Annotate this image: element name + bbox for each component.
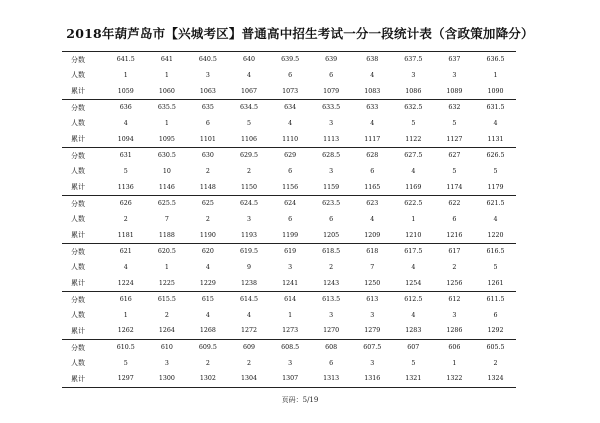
table-cell: 617.5	[404, 248, 423, 256]
table-cell: 5	[493, 263, 498, 271]
table-cell: 617	[448, 248, 461, 256]
table-cell: 1261	[487, 279, 504, 287]
table-cell: 3	[288, 359, 293, 367]
row-label: 人数	[71, 311, 85, 320]
table-cell: 1321	[405, 375, 422, 383]
table-cell: 4	[370, 215, 375, 223]
table-cell: 1199	[282, 231, 299, 239]
count-row	[62, 68, 516, 84]
table-cell: 1059	[117, 87, 134, 95]
table-cell: 609.5	[198, 344, 217, 352]
table-cell: 625	[201, 200, 214, 208]
table-cell: 632	[448, 104, 461, 112]
table-cell: 3	[329, 167, 334, 175]
table-cell: 1060	[158, 87, 175, 95]
table-cell: 1181	[117, 231, 134, 239]
table-cell: 4	[493, 119, 498, 127]
table-cell: 1313	[323, 375, 340, 383]
table-cell: 3	[452, 71, 457, 79]
table-cell: 1136	[117, 183, 134, 191]
table-cell: 633	[366, 104, 379, 112]
table-cell: 627	[448, 152, 461, 160]
table-cell: 632.5	[404, 104, 423, 112]
table-cell: 1283	[405, 327, 422, 335]
table-cell: 1264	[158, 327, 175, 335]
table-cell: 2	[329, 263, 334, 271]
table-cell: 2	[205, 215, 210, 223]
table-cell: 1079	[323, 87, 340, 95]
count-row	[62, 308, 516, 324]
score-row	[62, 148, 516, 164]
table-cell: 4	[123, 119, 128, 127]
table-cell: 1	[288, 311, 293, 319]
table-cell: 5	[123, 167, 128, 175]
table-cell: 1127	[446, 135, 463, 143]
table-cell: 1241	[282, 279, 299, 287]
table-cell: 638	[366, 56, 379, 64]
score-row	[62, 340, 516, 356]
count-row	[62, 116, 516, 132]
table-cell: 4	[247, 71, 252, 79]
table-cell: 636.5	[486, 56, 505, 64]
table-cell: 625.5	[157, 200, 176, 208]
table-cell: 1316	[364, 375, 381, 383]
table-cell: 2	[493, 359, 498, 367]
table-block	[62, 196, 516, 244]
table-cell: 633.5	[322, 104, 341, 112]
table-cell: 1086	[405, 87, 422, 95]
table-cell: 641.5	[116, 56, 135, 64]
table-cell: 1165	[364, 183, 381, 191]
table-cell: 1	[452, 359, 457, 367]
table-cell: 1146	[158, 183, 175, 191]
table-cell: 1148	[199, 183, 216, 191]
table-cell: 3	[411, 71, 416, 79]
table-cell: 1205	[323, 231, 340, 239]
score-row	[62, 52, 516, 68]
table-cell: 5	[123, 359, 128, 367]
cumulative-row	[62, 83, 516, 99]
table-cell: 614	[284, 296, 297, 304]
table-cell: 624	[284, 200, 297, 208]
table-cell: 623	[366, 200, 379, 208]
table-cell: 622.5	[404, 200, 423, 208]
table-cell: 1256	[446, 279, 463, 287]
table-cell: 1090	[487, 87, 504, 95]
table-cell: 5	[452, 167, 457, 175]
table-cell: 613.5	[322, 296, 341, 304]
table-cell: 1225	[158, 279, 175, 287]
table-cell: 613	[366, 296, 379, 304]
table-cell: 3	[452, 311, 457, 319]
table-block	[62, 340, 516, 388]
table-cell: 3	[205, 71, 210, 79]
table-cell: 6	[288, 167, 293, 175]
score-row	[62, 292, 516, 308]
table-cell: 631.5	[486, 104, 505, 112]
table-cell: 612.5	[404, 296, 423, 304]
table-cell: 620.5	[157, 248, 176, 256]
table-block	[62, 244, 516, 292]
table-cell: 2	[247, 359, 252, 367]
table-cell: 636	[119, 104, 132, 112]
score-row	[62, 100, 516, 116]
table-cell: 6	[288, 71, 293, 79]
table-cell: 618	[366, 248, 379, 256]
table-cell: 4	[493, 215, 498, 223]
table-cell: 5	[452, 119, 457, 127]
row-label: 分数	[71, 103, 85, 112]
table-cell: 637	[448, 56, 461, 64]
table-cell: 1110	[282, 135, 299, 143]
table-cell: 1286	[446, 327, 463, 335]
table-cell: 1159	[323, 183, 340, 191]
table-cell: 1067	[240, 87, 258, 95]
table-cell: 4	[123, 263, 128, 271]
table-cell: 605.5	[486, 344, 505, 352]
table-cell: 1089	[446, 87, 463, 95]
table-cell: 7	[370, 263, 375, 271]
table-cell: 630.5	[157, 152, 176, 160]
table-cell: 1150	[240, 183, 258, 191]
table-cell: 1300	[158, 375, 175, 383]
table-cell: 5	[493, 167, 498, 175]
table-cell: 607	[407, 344, 420, 352]
table-cell: 628.5	[322, 152, 341, 160]
table-cell: 615.5	[157, 296, 176, 304]
table-cell: 635.5	[157, 104, 176, 112]
table-cell: 1094	[117, 135, 134, 143]
table-cell: 3	[247, 215, 252, 223]
table-cell: 1238	[240, 279, 258, 287]
table-cell: 6	[329, 71, 334, 79]
table-cell: 4	[247, 311, 252, 319]
table-cell: 627.5	[404, 152, 423, 160]
table-cell: 629	[284, 152, 297, 160]
table-cell: 1272	[240, 327, 258, 335]
table-cell: 1229	[199, 279, 216, 287]
table-cell: 606	[448, 344, 461, 352]
table-cell: 3	[329, 119, 334, 127]
table-cell: 1270	[323, 327, 340, 335]
table-cell: 1307	[282, 375, 299, 383]
table-cell: 639	[325, 56, 338, 64]
table-cell: 1268	[199, 327, 216, 335]
table-cell: 639.5	[281, 56, 300, 64]
table-cell: 1304	[240, 375, 258, 383]
table-cell: 1	[123, 311, 128, 319]
row-label: 人数	[71, 359, 85, 368]
table-cell: 1131	[487, 135, 504, 143]
table-cell: 1	[493, 71, 498, 79]
table-block	[62, 100, 516, 148]
row-label: 人数	[71, 71, 85, 80]
table-cell: 1210	[405, 231, 422, 239]
table-cell: 1302	[199, 375, 216, 383]
table-cell: 7	[164, 215, 169, 223]
table-cell: 608	[325, 344, 338, 352]
table-cell: 1279	[364, 327, 381, 335]
table-cell: 1190	[199, 231, 216, 239]
table-block	[62, 148, 516, 196]
table-cell: 6	[493, 311, 498, 319]
table-cell: 626	[119, 200, 132, 208]
table-block	[62, 292, 516, 340]
table-cell: 1095	[158, 135, 175, 143]
table-cell: 1083	[364, 87, 381, 95]
table-cell: 1220	[487, 231, 504, 239]
row-label: 分数	[71, 151, 85, 160]
table-cell: 619	[284, 248, 297, 256]
row-label: 分数	[71, 343, 85, 352]
table-cell: 637.5	[404, 56, 423, 64]
table-cell: 1322	[446, 375, 463, 383]
table-cell: 609	[242, 344, 256, 352]
table-cell: 2	[247, 167, 252, 175]
table-cell: 3	[370, 311, 375, 319]
table-cell: 1324	[487, 375, 504, 383]
row-label: 累计	[71, 326, 85, 335]
row-label: 累计	[71, 374, 85, 383]
table-cell: 3	[164, 359, 169, 367]
table-cell: 1073	[282, 87, 299, 95]
table-cell: 6	[329, 215, 334, 223]
table-cell: 10	[162, 167, 171, 175]
table-cell: 1	[164, 71, 169, 79]
table-cell: 1216	[446, 231, 463, 239]
table-cell: 5	[411, 359, 416, 367]
table-cell: 1101	[199, 135, 216, 143]
row-label: 分数	[71, 55, 85, 64]
table-cell: 616.5	[486, 248, 505, 256]
cumulative-row	[62, 227, 516, 243]
table-cell: 615	[201, 296, 214, 304]
table-cell: 9	[247, 263, 252, 271]
table-cell: 1250	[364, 279, 381, 287]
table-cell: 1188	[158, 231, 175, 239]
table-cell: 1063	[199, 87, 216, 95]
table-cell: 623.5	[322, 200, 341, 208]
table-cell: 1169	[405, 183, 422, 191]
table-cell: 621.5	[486, 200, 505, 208]
table-cell: 4	[411, 311, 416, 319]
score-row	[62, 196, 516, 212]
table-cell: 1	[164, 263, 169, 271]
table-cell: 634.5	[239, 104, 259, 112]
cumulative-row	[62, 131, 516, 147]
table-cell: 618.5	[322, 248, 341, 256]
table-cell: 4	[205, 263, 210, 271]
table-cell: 1	[164, 119, 169, 127]
table-cell: 5	[411, 119, 416, 127]
table-cell: 1179	[487, 183, 504, 191]
table-cell: 640.5	[198, 56, 217, 64]
table-cell: 1122	[405, 135, 422, 143]
table-cell: 1193	[240, 231, 258, 239]
count-row	[62, 260, 516, 276]
table-cell: 1297	[117, 375, 134, 383]
table-cell: 4	[411, 167, 416, 175]
table-cell: 626.5	[486, 152, 505, 160]
table-cell: 629.5	[239, 152, 259, 160]
row-label: 分数	[71, 247, 85, 256]
table-cell: 1224	[117, 279, 134, 287]
table-cell: 1292	[487, 327, 504, 335]
table-cell: 3	[288, 263, 293, 271]
table-cell: 628	[366, 152, 379, 160]
cumulative-row	[62, 179, 516, 195]
row-label: 累计	[71, 135, 85, 144]
table-cell: 4	[411, 263, 416, 271]
table-cell: 4	[205, 311, 210, 319]
table-block	[62, 52, 516, 100]
table-cell: 3	[370, 359, 375, 367]
table-cell: 5	[247, 119, 252, 127]
table-cell: 1113	[323, 135, 340, 143]
table-cell: 1254	[405, 279, 422, 287]
table-cell: 3	[329, 311, 334, 319]
row-label: 累计	[71, 87, 85, 96]
table-cell: 4	[370, 71, 375, 79]
row-label: 人数	[71, 263, 85, 272]
table-cell: 630	[201, 152, 214, 160]
table-cell: 6	[288, 215, 293, 223]
table-cell: 1174	[446, 183, 463, 191]
table-cell: 1156	[282, 183, 299, 191]
row-label: 分数	[71, 295, 85, 304]
table-cell: 2	[205, 359, 210, 367]
table-cell: 607.5	[363, 344, 382, 352]
row-label: 人数	[71, 119, 85, 128]
table-cell: 1	[123, 71, 128, 79]
table-cell: 1262	[117, 327, 134, 335]
table-cell: 622	[448, 200, 461, 208]
table-cell: 6	[370, 167, 375, 175]
table-cell: 1106	[240, 135, 258, 143]
table-cell: 619.5	[239, 248, 259, 256]
table-cell: 6	[452, 215, 457, 223]
table-cell: 6	[205, 119, 210, 127]
table-cell: 2	[164, 311, 169, 319]
table-cell: 612	[448, 296, 461, 304]
count-row	[62, 212, 516, 228]
row-label: 累计	[71, 183, 85, 192]
row-label: 累计	[71, 279, 85, 288]
table-cell: 2	[205, 167, 210, 175]
table-cell: 624.5	[239, 200, 259, 208]
table-cell: 6	[329, 359, 334, 367]
table-cell: 616	[119, 296, 132, 304]
table-cell: 1209	[364, 231, 381, 239]
table-cell: 610.5	[116, 344, 135, 352]
row-label: 人数	[71, 215, 85, 224]
row-label: 分数	[71, 199, 85, 208]
cumulative-row	[62, 275, 516, 291]
table-cell: 2	[452, 263, 457, 271]
count-row	[62, 355, 516, 371]
cumulative-row	[62, 323, 516, 339]
row-label: 人数	[71, 167, 85, 176]
table-cell: 634	[284, 104, 297, 112]
table-cell: 4	[370, 119, 375, 127]
table-cell: 2	[123, 215, 128, 223]
page-title: 2018年葫芦岛市【兴城考区】普通高中招生考试一分一段统计表（含政策加降分）	[66, 26, 534, 41]
table-cell: 621	[119, 248, 132, 256]
table-cell: 611.5	[486, 296, 505, 304]
cumulative-row	[62, 371, 516, 387]
table-cell: 640	[242, 56, 256, 64]
table-cell: 641	[160, 56, 173, 64]
table-cell: 610	[160, 344, 173, 352]
table-cell: 1273	[282, 327, 299, 335]
page-number: 页码：5/19	[281, 396, 319, 404]
count-row	[62, 164, 516, 180]
table-cell: 620	[201, 248, 214, 256]
row-label: 累计	[71, 231, 85, 240]
table-cell: 608.5	[281, 344, 300, 352]
table-cell: 1	[411, 215, 416, 223]
table-cell: 4	[288, 119, 293, 127]
table-cell: 614.5	[239, 296, 259, 304]
table-cell: 635	[201, 104, 214, 112]
table-cell: 631	[119, 152, 132, 160]
score-distribution-table	[62, 51, 516, 388]
table-cell: 1117	[364, 135, 381, 143]
score-row	[62, 244, 516, 260]
table-cell: 1243	[323, 279, 340, 287]
